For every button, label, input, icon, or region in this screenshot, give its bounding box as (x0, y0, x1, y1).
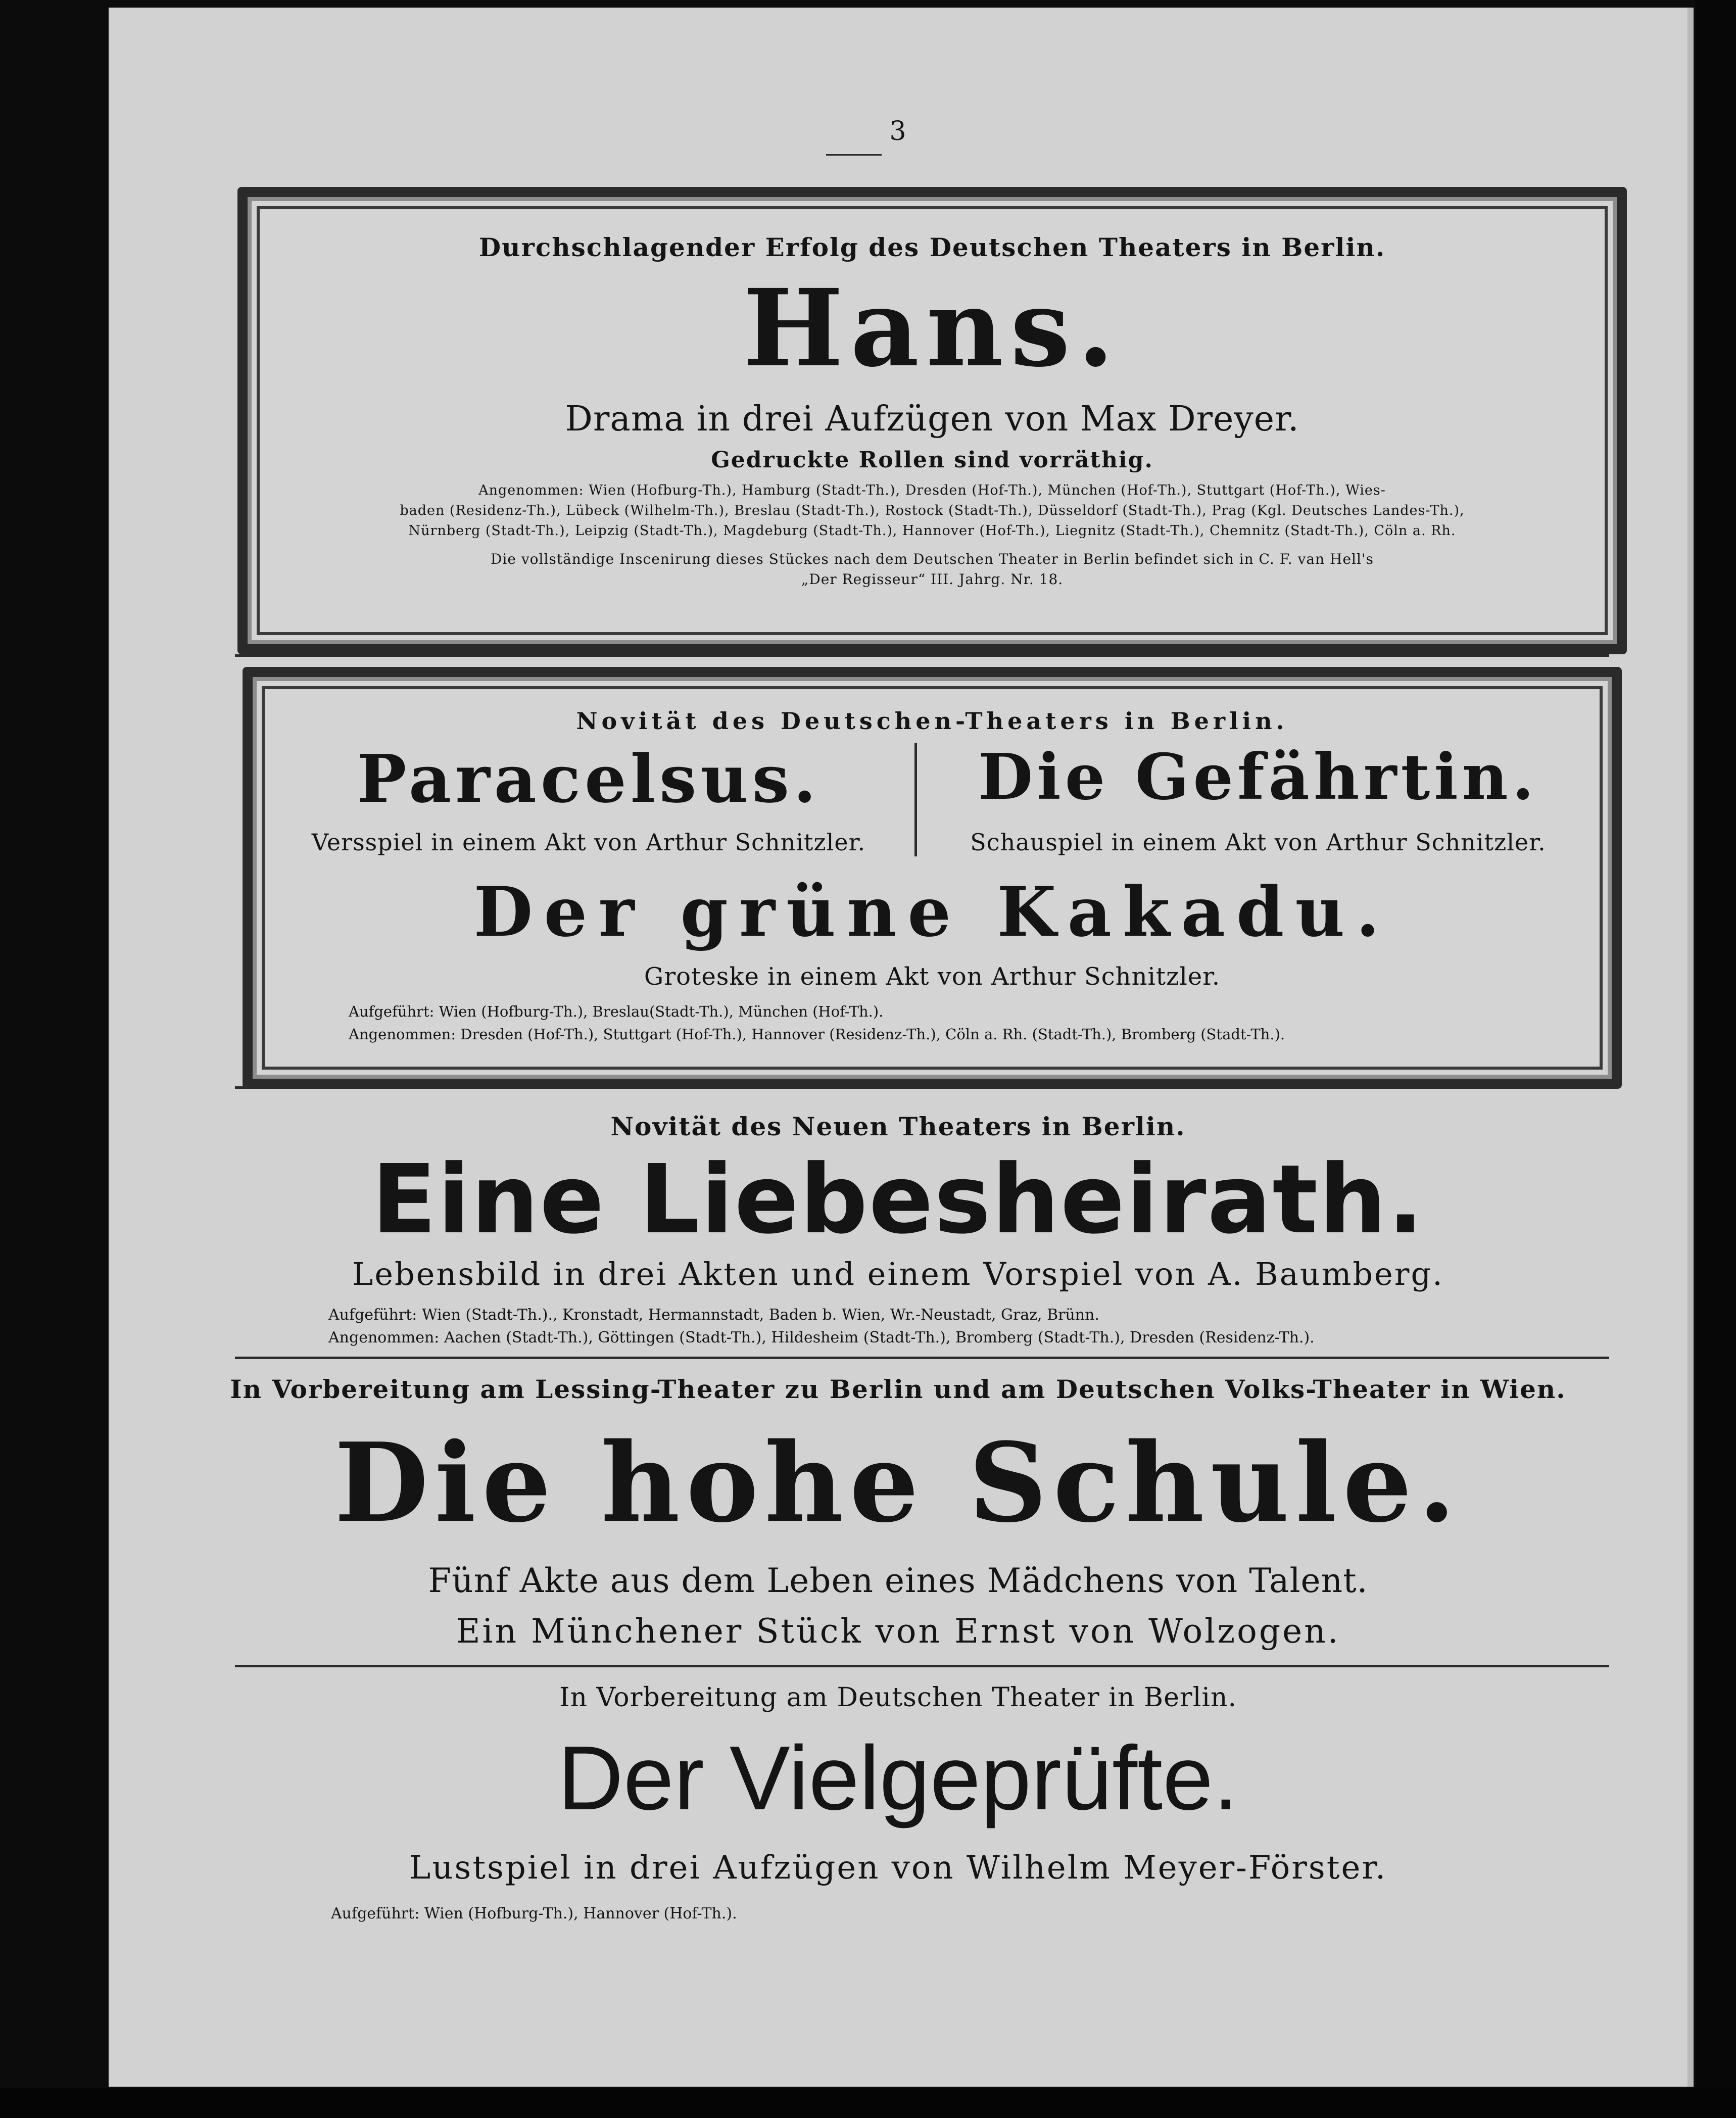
gefaehrtin-sub: Schauspiel in einem Akt von Arthur Schnitzler. (970, 829, 1546, 856)
paracelsus-sub: Versspiel in einem Akt von Arthur Schnitzler. (311, 829, 866, 856)
hans-roles-note: Gedruckte Rollen sind vorräthig. (711, 447, 1153, 473)
divider-1 (235, 654, 1609, 657)
hans-accepted-line-3: Nürnberg (Stadt-Th.), Leipzig (Stadt-Th.), Magdeburg (Stadt-Th.), Hannover (Hof-Th.), Liegnitz (Stadt-Th.), Chemnitz (Stadt-Th.), Cöln a. Rh. (408, 523, 1456, 539)
vielgepruefte-performed: Aufgeführt: Wien (Hofburg-Th.), Hannover (Hof-Th.). (331, 1905, 737, 1922)
liebesheirath-tagline: Novität des Neuen Theaters in Berlin. (610, 1112, 1186, 1141)
kakadu-accepted: Angenommen: Dresden (Hof-Th.), Stuttgart (Hof-Th.), Hannover (Residenz-Th.), Cöln a. Rh. (Stadt-Th.), Bromberg (Stadt-Th.). (349, 1026, 1285, 1043)
page-number: 3 (889, 116, 907, 147)
hohe-schule-tagline: In Vorbereitung am Lessing-Theater zu Berlin und am Deutschen Volks-Theater in Wien. (230, 1374, 1566, 1404)
schnitzler-frame (243, 667, 1622, 1089)
liebesheirath-performed: Aufgeführt: Wien (Stadt-Th.)., Kronstadt, Hermannstadt, Baden b. Wien, Wr.-Neustadt, Graz, Brünn. (328, 1306, 1099, 1324)
vielgepruefte-title: Der Vielgeprüfte. (557, 1727, 1239, 1829)
hans-staging-line-1: Die vollständige Inscenirung dieses Stückes nach dem Deutschen Theater in Berlin befindet sich in C. F. van Hell's (490, 551, 1374, 567)
vielgepruefte-subtitle: Lustspiel in drei Aufzügen von Wilhelm Meyer-Förster. (409, 1849, 1387, 1887)
schnitzler-tagline: Novität des Deutschen-Theaters in Berlin. (576, 707, 1288, 735)
hans-subtitle: Drama in drei Aufzügen von Max Dreyer. (565, 399, 1299, 439)
hohe-schule-title: Die hohe Schule. (334, 1419, 1462, 1547)
hans-tagline: Durchschlagender Erfolg des Deutschen Theaters in Berlin. (478, 232, 1386, 262)
gefaehrtin-title: Die Gefährtin. (978, 740, 1538, 814)
liebesheirath-accepted: Angenommen: Aachen (Stadt-Th.), Göttingen (Stadt-Th.), Hildesheim (Stadt-Th.), Bromberg (Stadt-Th.), Dresden (Residenz-Th.). (328, 1329, 1315, 1346)
kakadu-sub: Groteske in einem Akt von Arthur Schnitzler. (644, 962, 1221, 991)
page-number-underline (826, 154, 882, 156)
hohe-schule-sub-1: Fünf Akte aus dem Leben eines Mädchens von Talent. (428, 1561, 1368, 1600)
hans-accepted-line-1: Angenommen: Wien (Hofburg-Th.), Hamburg (Stadt-Th.), Dresden (Hof-Th.), München (Hof-Th.), Stuttgart (Hof-Th.), Wies- (478, 483, 1386, 498)
divider-4 (235, 1665, 1609, 1667)
liebesheirath-title: Eine Liebesheirath. (371, 1144, 1425, 1255)
liebesheirath-subtitle: Lebensbild in drei Akten und einem Vorspiel von A. Baumberg. (352, 1256, 1444, 1292)
hans-staging-line-2: „Der Regisseur“ III. Jahrg. Nr. 18. (801, 571, 1064, 588)
kakadu-performed: Aufgeführt: Wien (Hofburg-Th.), Breslau(Stadt-Th.), München (Hof-Th.). (349, 1003, 884, 1020)
hans-frame (237, 187, 1627, 654)
divider-3 (235, 1357, 1609, 1359)
hans-title: Hans. (743, 266, 1122, 391)
hans-accepted-line-2: baden (Residenz-Th.), Lübeck (Wilhelm-Th.), Breslau (Stadt-Th.), Rostock (Stadt-Th.), Düsseldorf (Stadt-Th.), Prag (Kgl. Deutsches Landes-Th.), (400, 503, 1465, 518)
title-separator (914, 743, 917, 856)
hohe-schule-sub-2: Ein Münchener Stück von Ernst von Wolzogen. (456, 1612, 1340, 1651)
sheet-fold-strip (1687, 8, 1694, 2087)
kakadu-title: Der grüne Kakadu. (473, 872, 1391, 952)
film-border-right (1696, 0, 1736, 2118)
divider-2 (235, 1086, 1609, 1089)
paracelsus-title: Paracelsus. (357, 740, 821, 817)
vielgepruefte-tagline: In Vorbereitung am Deutschen Theater in Berlin. (559, 1682, 1237, 1713)
film-border-bottom (0, 2088, 1736, 2118)
poster-sheet (109, 8, 1687, 2087)
